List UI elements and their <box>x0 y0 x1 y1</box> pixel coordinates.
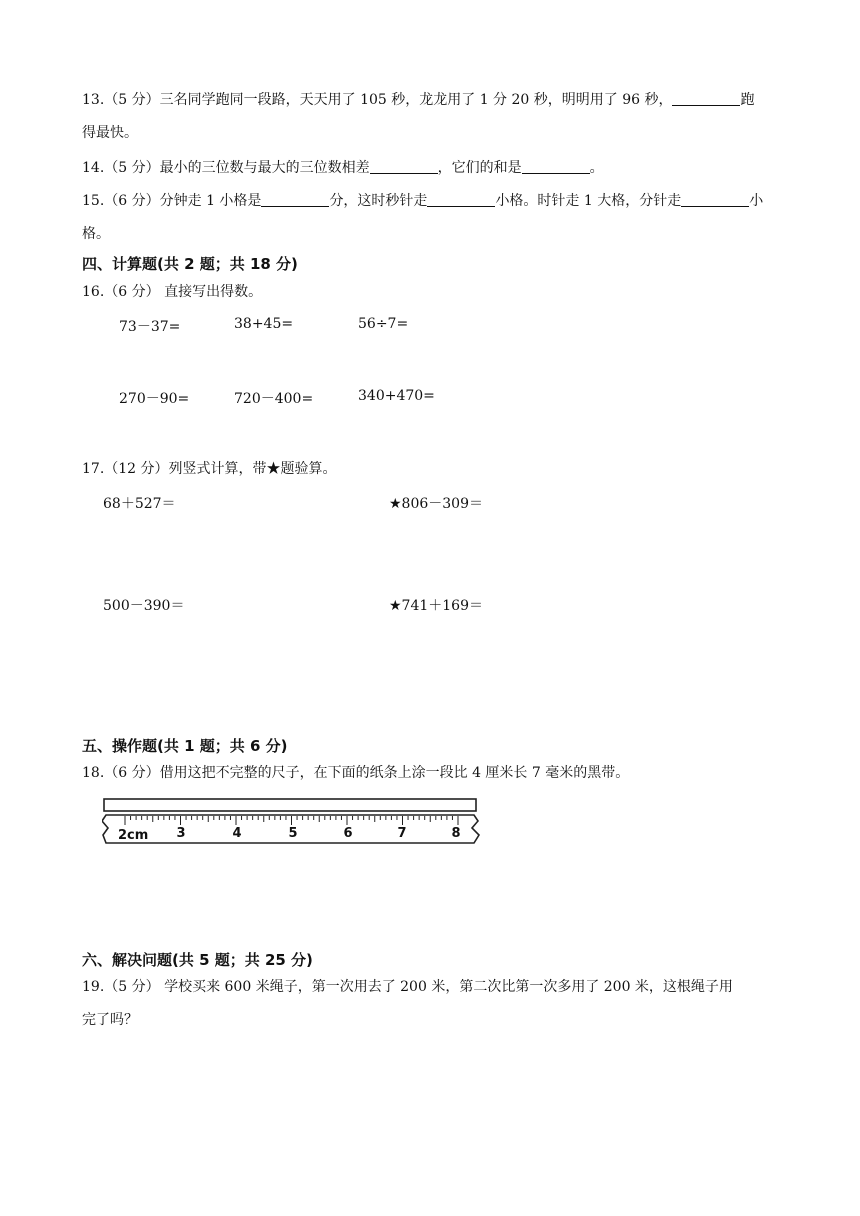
answer-blank[interactable] <box>261 192 329 207</box>
question-14 <box>82 158 604 178</box>
answer-blank[interactable] <box>522 159 590 174</box>
section-6-title: 六、解决问题(共 5 题；共 25 分) <box>82 951 313 969</box>
ruler-label: 3 <box>176 826 186 841</box>
ruler-label: 8 <box>451 826 461 841</box>
calc-item: 56÷7= <box>358 316 409 332</box>
question-14-suffix: 。 <box>589 160 604 176</box>
calc-item: 340+470= <box>358 388 435 404</box>
answer-blank[interactable] <box>370 159 438 174</box>
ruler-label: 4 <box>232 826 242 841</box>
paper-strip[interactable] <box>104 799 476 811</box>
section-4-title: 四、计算题(共 2 题；共 18 分) <box>82 255 298 273</box>
question-15-line-1 <box>82 191 763 211</box>
calc-item: 270－90= <box>119 391 190 407</box>
question-14-text: 14.（5 分）最小的三位数与最大的三位数相差 <box>82 160 370 176</box>
question-13-suffix: 跑 <box>740 92 755 108</box>
vertical-calc-item: 500－390＝ <box>103 598 185 614</box>
question-16-stem: 16.（6 分） 直接写出得数。 <box>82 284 263 300</box>
ruler-label: 6 <box>343 826 353 841</box>
ruler-label: 7 <box>397 826 407 841</box>
question-13-text: 13.（5 分）三名同学跑同一段路，天天用了 105 秒，龙龙用了 1 分 20 秒，明明用了 96 秒， <box>82 92 673 108</box>
question-19-line-1: 19.（5 分） 学校买来 600 米绳子，第一次用去了 200 米，第二次比第一次多用了 200 米，这根绳子用 <box>82 979 733 995</box>
question-15-mid-1: 分，这时秒针走 <box>329 193 428 209</box>
ruler-label: 2cm <box>118 828 149 843</box>
question-13-line-2: 得最快。 <box>82 125 138 141</box>
vertical-calc-item: 68＋527＝ <box>103 496 176 512</box>
calc-item: 38+45= <box>234 316 294 332</box>
ruler-label: 5 <box>288 826 298 841</box>
vertical-calc-item: ★806－309＝ <box>389 496 483 512</box>
question-15-line-2: 格。 <box>82 226 110 242</box>
ruler-figure <box>102 797 482 849</box>
question-18-stem: 18.（6 分）借用这把不完整的尺子，在下面的纸条上涂一段比 4 厘米长 7 毫米的黑带。 <box>82 765 630 781</box>
calc-item: 720－400= <box>234 391 314 407</box>
answer-blank[interactable] <box>672 91 740 106</box>
calc-item: 73－37= <box>119 319 181 335</box>
question-13-line-1 <box>82 90 754 110</box>
question-19-line-2: 完了吗？ <box>82 1012 138 1028</box>
answer-blank[interactable] <box>427 192 495 207</box>
section-5-title: 五、操作题(共 1 题；共 6 分) <box>82 737 288 755</box>
question-15-mid-2: 小格。时针走 1 大格，分针走 <box>495 193 682 209</box>
vertical-calc-item: ★741＋169＝ <box>389 598 483 614</box>
answer-blank[interactable] <box>681 192 749 207</box>
question-15-suffix: 小 <box>749 193 764 209</box>
question-14-mid: ，它们的和是 <box>437 160 522 176</box>
question-17-stem: 17.（12 分）列竖式计算，带★题验算。 <box>82 461 337 477</box>
question-15-text: 15.（6 分）分钟走 1 小格是 <box>82 193 262 209</box>
ruler-illustration <box>102 797 482 849</box>
